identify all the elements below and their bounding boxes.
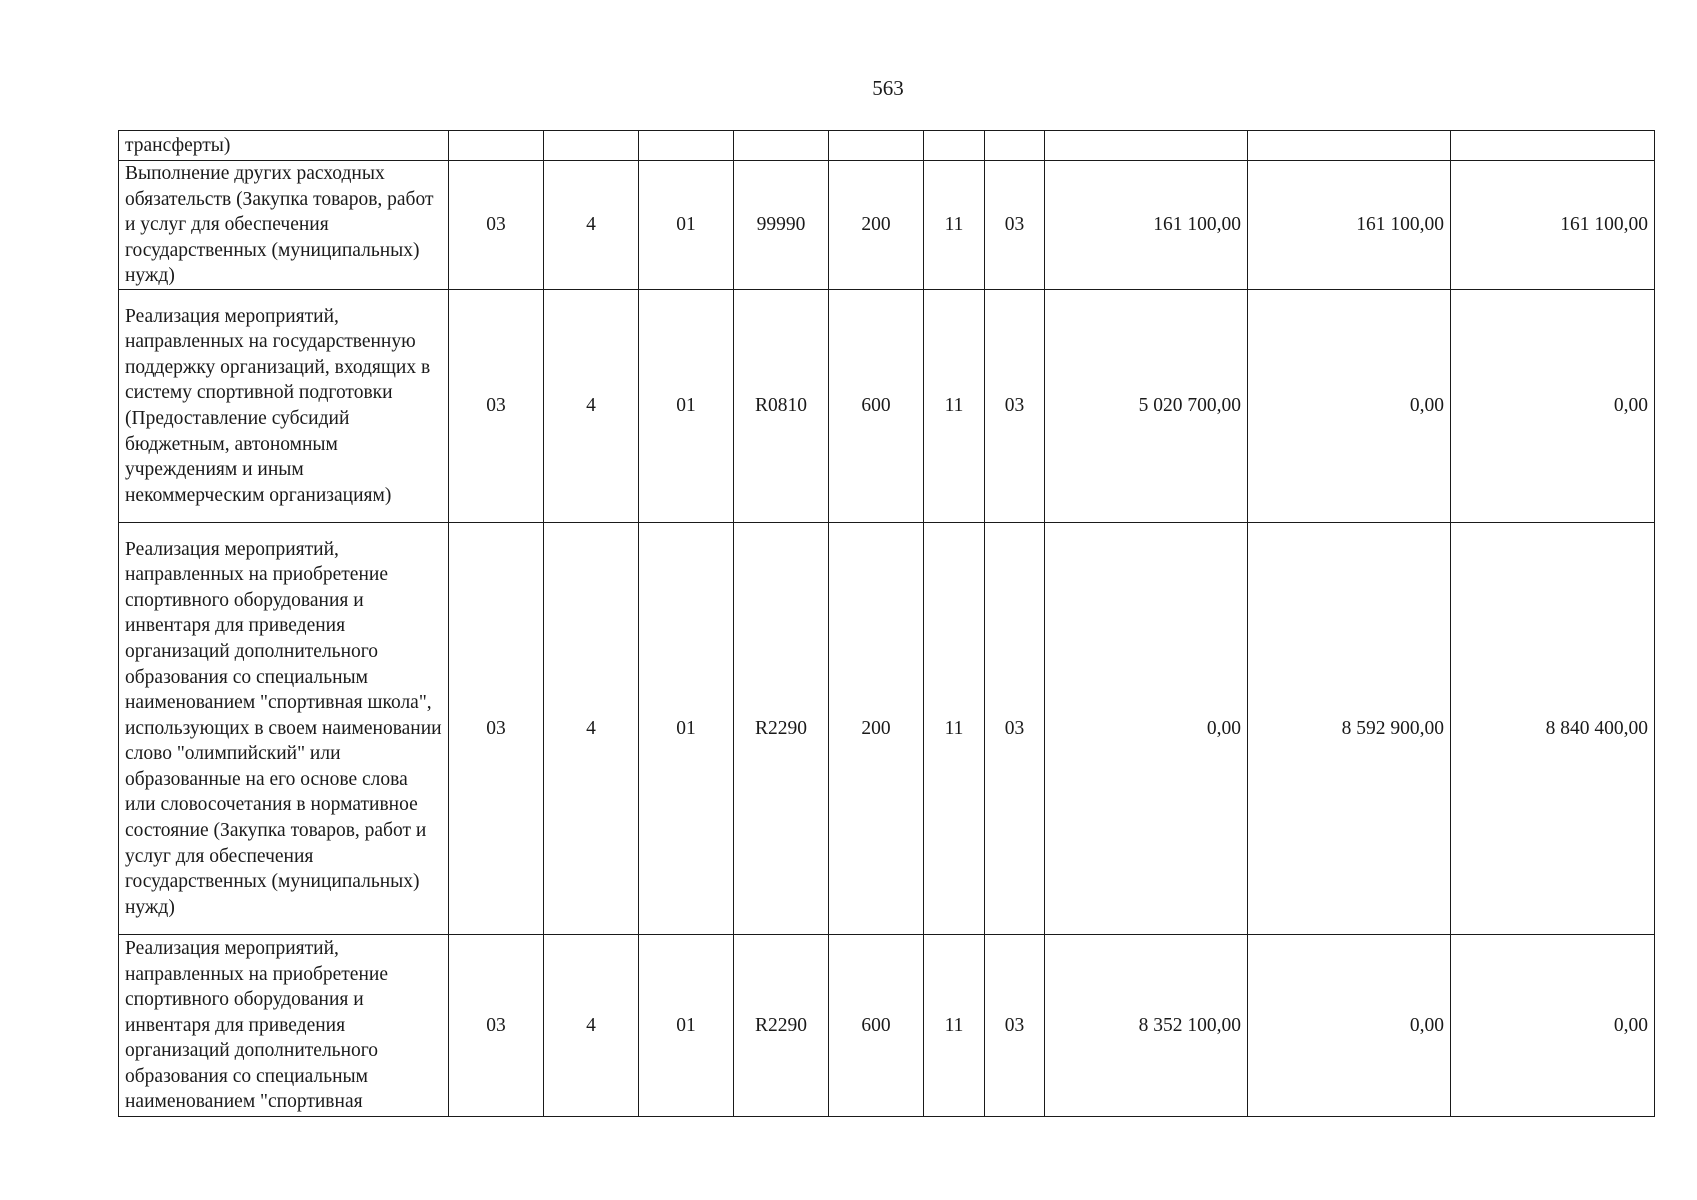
table-row (119, 131, 1655, 161)
code-cell: 11 (924, 523, 985, 935)
code-cell: 200 (829, 523, 924, 935)
code-cell: 11 (924, 935, 985, 1117)
page-number: 563 (872, 76, 904, 100)
amount-cell: 8 352 100,00 (1045, 935, 1248, 1117)
table-row (119, 935, 1655, 1117)
code-cell: 4 (544, 935, 639, 1117)
code-cell (829, 131, 924, 161)
code-cell (639, 131, 734, 161)
amount-cell: 161 100,00 (1248, 161, 1451, 290)
row-name: Реализация мероприятий, направленных на государственную поддержку организаций, входящих в систему спортивной подготовки (Предоставление субсидий бюджетным, автономным учреждениям и иным некоммерческим организациям) (119, 290, 449, 523)
code-cell: 4 (544, 161, 639, 290)
code-cell: 03 (985, 290, 1045, 523)
code-cell: 03 (449, 290, 544, 523)
code-cell: 03 (449, 523, 544, 935)
row-name: Реализация мероприятий, направленных на приобретение спортивного оборудования и инвентаря для приведения организаций дополнительного образования со специальным наименованием "спортивная (119, 935, 449, 1117)
budget-table (118, 130, 1655, 1117)
code-cell (449, 131, 544, 161)
amount-cell: 161 100,00 (1045, 161, 1248, 290)
code-cell: 99990 (734, 161, 829, 290)
code-cell: R2290 (734, 523, 829, 935)
amount-cell (1451, 131, 1655, 161)
code-cell: 4 (544, 290, 639, 523)
code-cell: 03 (985, 161, 1045, 290)
code-cell: 01 (639, 290, 734, 523)
code-cell: 600 (829, 935, 924, 1117)
row-name: трансферты) (119, 131, 449, 161)
code-cell: 03 (449, 161, 544, 290)
code-cell: 01 (639, 935, 734, 1117)
code-cell: 03 (985, 523, 1045, 935)
table-row (119, 161, 1655, 290)
amount-cell: 0,00 (1451, 935, 1655, 1117)
amount-cell: 8 840 400,00 (1451, 523, 1655, 935)
amount-cell: 5 020 700,00 (1045, 290, 1248, 523)
code-cell (924, 131, 985, 161)
code-cell: 11 (924, 161, 985, 290)
code-cell (734, 131, 829, 161)
code-cell: R2290 (734, 935, 829, 1117)
table-row (119, 523, 1655, 935)
code-cell: 01 (639, 523, 734, 935)
code-cell: 01 (639, 161, 734, 290)
code-cell: 4 (544, 523, 639, 935)
code-cell: 200 (829, 161, 924, 290)
row-name: Выполнение других расходных обязательств (Закупка товаров, работ и услуг для обеспечения государственных (муниципальных) нужд) (119, 161, 449, 290)
code-cell: 600 (829, 290, 924, 523)
amount-cell (1248, 131, 1451, 161)
amount-cell (1045, 131, 1248, 161)
code-cell (985, 131, 1045, 161)
amount-cell: 8 592 900,00 (1248, 523, 1451, 935)
table-row (119, 290, 1655, 523)
amount-cell: 0,00 (1451, 290, 1655, 523)
amount-cell: 161 100,00 (1451, 161, 1655, 290)
row-name: Реализация мероприятий, направленных на приобретение спортивного оборудования и инвентаря для приведения организаций дополнительного образования со специальным наименованием "спортивная школа", использующих в своем наименовании слово "олимпийский" или образованные на его основе слова или словосочетания в нормативное состояние (Закупка товаров, работ и услуг для обеспечения государственных (муниципальных) нужд) (119, 523, 449, 935)
code-cell: R0810 (734, 290, 829, 523)
amount-cell: 0,00 (1045, 523, 1248, 935)
code-cell (544, 131, 639, 161)
amount-cell: 0,00 (1248, 290, 1451, 523)
amount-cell: 0,00 (1248, 935, 1451, 1117)
code-cell: 03 (985, 935, 1045, 1117)
code-cell: 11 (924, 290, 985, 523)
code-cell: 03 (449, 935, 544, 1117)
